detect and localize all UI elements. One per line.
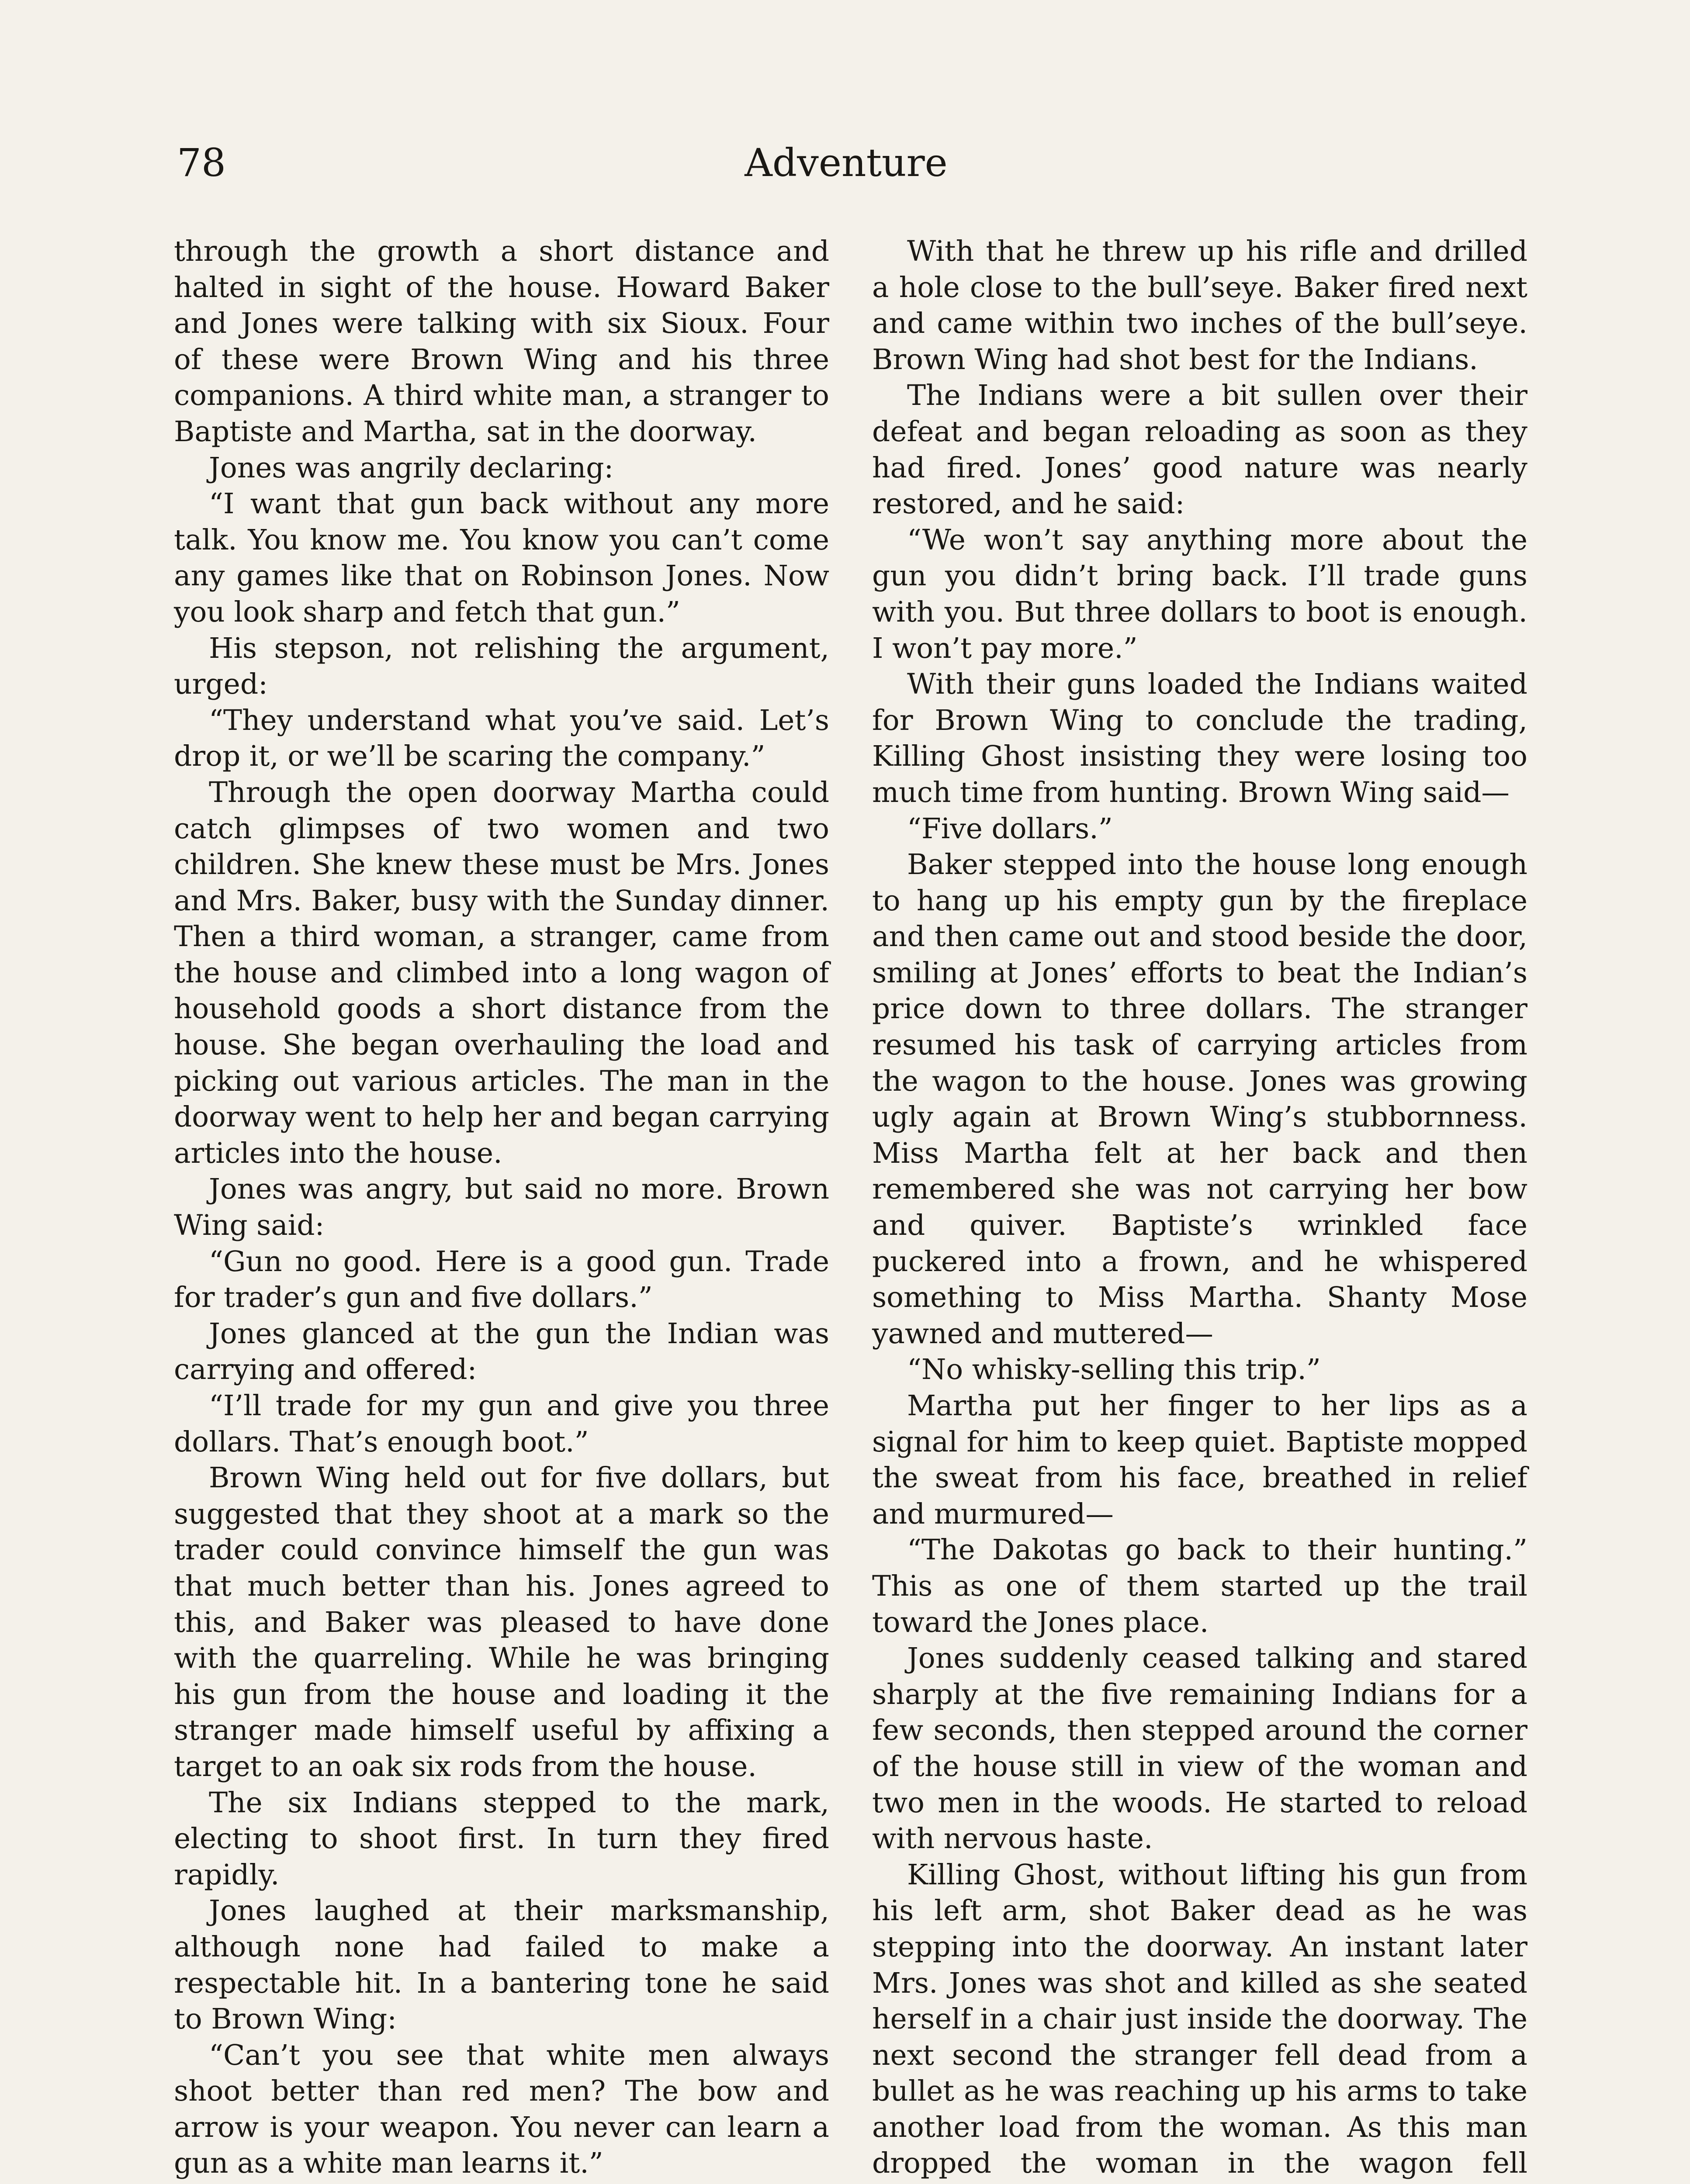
paragraph: “Five dollars.” bbox=[907, 812, 1113, 845]
page-header bbox=[173, 139, 1520, 196]
running-title: Adventure bbox=[745, 140, 948, 185]
paragraph: With their guns loaded the Indians waited for Brown Wing to conclude the trading, Killing Ghost insisting they were losing too much time from hunting. Brown Wing said— bbox=[872, 668, 1527, 809]
paragraph: “The Dakotas go back to their hunting.” This as one of them started up the trail toward the Jones place. bbox=[872, 1534, 1527, 1639]
page-number: 78 bbox=[177, 140, 226, 185]
paragraph: Killing Ghost, without lifting his gun from his left arm, shot Baker dead as he was stepping into the doorway. An instant later Mrs. Jones was shot and killed as she seated herself in a chair just inside the doorway. The next second the stranger fell dead from a bullet as he was reaching up his arms to take another load from the woman. As this man dropped the woman in the wagon fell bbox=[872, 1858, 1527, 2180]
right-column bbox=[872, 234, 1527, 2184]
paragraph: “We won’t say anything more about the gun you didn’t bring back. I’ll trade guns with you. But three dollars to boot is enough. I won’t pay more.” bbox=[872, 523, 1527, 665]
paragraph: Brown Wing held out for five dollars, but suggested that they shoot at a mark so the trader could convince himself the gun was that much better than his. Jones agreed to this, and Baker was pleased to have done with the quarreling. While he was bringing his gun from the house and loading it the stranger made himself useful by affixing a target to an oak six rods from the house. bbox=[174, 1462, 829, 1783]
paragraph: “Can’t you see that white men always shoot better than red men? The bow and arrow is your weapon. You never can learn a gun as a white man learns it.” bbox=[174, 2039, 829, 2180]
paragraph: “No whisky-selling this trip.” bbox=[907, 1353, 1321, 1386]
paragraph: Through the open doorway Martha could catch glimpses of two women and two children. She knew these must be Mrs. Jones and Mrs. Baker, busy with the Sunday dinner. Then a third woman, a stranger, came from the house and climbed into a long wagon of household goods a short distance from the house. She began overhauling the load and picking out various articles. The man in the doorway went to help her and began carrying articles into the house. bbox=[174, 776, 829, 1170]
paragraph: Jones glanced at the gun the Indian was carrying and offered: bbox=[174, 1317, 829, 1386]
paragraph: Jones suddenly ceased talking and stared sharply at the five remaining Indians for a few seconds, then stepped around the corner of the house still in view of the woman and two men in the woods. He started to reload with nervous haste. bbox=[872, 1642, 1527, 1856]
paragraph: “I’ll trade for my gun and give you three dollars. That’s enough boot.” bbox=[174, 1389, 829, 1458]
paragraph: The Indians were a bit sullen over their defeat and began reloading as soon as they had fired. Jones’ good nature was nearly restored, and he said: bbox=[872, 379, 1527, 521]
paragraph: Martha put her finger to her lips as a signal for him to keep quiet. Baptiste mopped the sweat from his face, breathed in relief and murmured— bbox=[872, 1389, 1527, 1531]
paragraph: through the growth a short distance and halted in sight of the house. Howard Baker and Jones were talking with six Sioux. Four of these were Brown Wing and his three companions. A third white man, a stranger to Baptiste and Martha, sat in the doorway. bbox=[174, 235, 829, 448]
left-column bbox=[174, 234, 829, 2182]
paragraph: “Gun no good. Here is a good gun. Trade for trader’s gun and five dollars.” bbox=[174, 1245, 829, 1314]
paragraph: Jones was angrily declaring: bbox=[209, 451, 614, 484]
paragraph: Baker stepped into the house long enough to hang up his empty gun by the fireplace and then came out and stood beside the door, smiling at Jones’ efforts to beat the Indian’s price down to three dollars. The stranger resumed his task of carrying articles from the wagon to the house. Jones was growing ugly again at Brown Wing’s stubbornness. Miss Martha felt at her back and then remembered she was not carrying her bow and quiver. Baptiste’s wrinkled face puckered into a frown, and he whispered something to Miss Martha. Shanty Mose yawned and muttered— bbox=[872, 848, 1527, 1350]
paragraph: Jones laughed at their marksmanship, although none had failed to make a respectable hit. In a bantering tone he said to Brown Wing: bbox=[174, 1894, 829, 2036]
paragraph: “They understand what you’ve said. Let’s drop it, or we’ll be scaring the company.” bbox=[174, 704, 829, 773]
paragraph: The six Indians stepped to the mark, electing to shoot first. In turn they fired rapidly. bbox=[174, 1786, 829, 1891]
paragraph: “I want that gun back without any more talk. You know me. You know you can’t come any games like that on Robinson Jones. Now you look sharp and fetch that gun.” bbox=[174, 487, 829, 629]
paragraph: His stepson, not relishing the argument, urged: bbox=[174, 632, 829, 701]
paragraph: With that he threw up his rifle and drilled a hole close to the bull’seye. Baker fired next and came within two inches of the bull’seye. Brown Wing had shot best for the Indians. bbox=[872, 235, 1527, 376]
paragraph: Jones was angry, but said no more. Brown Wing said: bbox=[174, 1173, 829, 1242]
